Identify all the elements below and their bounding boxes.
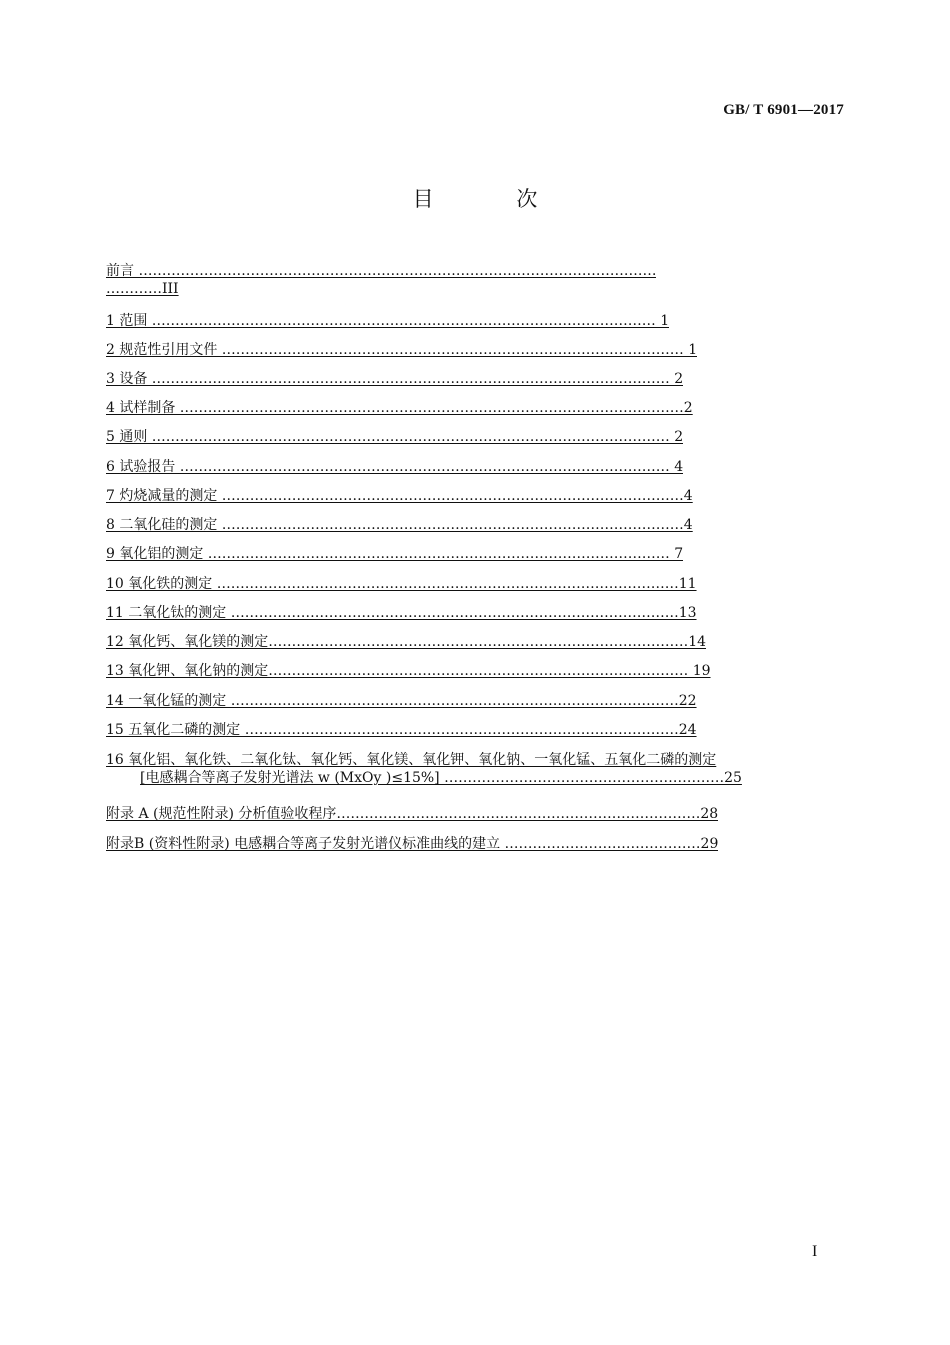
- toc-entry-10[interactable]: 10 氧化铁的测定 ………………………………………………………………………………………11: [106, 576, 697, 592]
- toc-entry-annex-b[interactable]: 附录B (资料性附录) 电感耦合等离子发射光谱仪标准曲线的建立 ……………………………………29: [106, 836, 719, 852]
- toc-entry-subtext: [电感耦合等离子发射光谱法 w (MxOy )≤15%] ……………………………………………………25: [140, 770, 742, 786]
- toc-entry-15[interactable]: 15 五氧化二磷的测定 …………………………………………………………………………………24: [106, 722, 697, 738]
- toc-entry-12[interactable]: 12 氧化钙、氧化镁的测定………………………………………………………………………………14: [106, 634, 707, 650]
- toc-entry-8[interactable]: 8 二氧化硅的测定 ………………………………………………………………………………………4: [106, 517, 693, 533]
- toc-entry-9[interactable]: 9 氧化铝的测定 ……………………………………………………………………………………… 7: [106, 546, 684, 562]
- toc-entry-2[interactable]: 2 规范性引用文件 ……………………………………………………………………………………… 1: [106, 342, 698, 358]
- toc-entry-3[interactable]: 3 设备 ………………………………………………………………………………………………… 2: [106, 371, 684, 387]
- toc-entry-13[interactable]: 13 氧化钾、氧化钠的测定……………………………………………………………………………… 19: [106, 663, 711, 679]
- toc-entry-text: 16 氧化铝、氧化铁、二氧化钛、氧化钙、氧化镁、氧化钾、氧化钠、一氧化锰、五氧化二磷的测定: [106, 752, 717, 768]
- standard-code: GB/ T 6901—2017: [723, 102, 844, 118]
- toc-entry-11[interactable]: 11 二氧化钛的测定 ……………………………………………………………………………………13: [106, 605, 697, 621]
- toc-entry-text: 前言 …………………………………………………………………………………………………: [106, 263, 657, 279]
- toc-entry-foreword[interactable]: [106, 262, 656, 298]
- toc-entry-14[interactable]: 14 一氧化锰的测定 ……………………………………………………………………………………22: [106, 693, 697, 709]
- toc-entry-5[interactable]: 5 通则 ………………………………………………………………………………………………… 2: [106, 429, 684, 445]
- toc-entry-annex-a[interactable]: 附录 A (规范性附录) 分析值验收程序……………………………………………………………………28: [106, 806, 719, 822]
- toc-entry-1[interactable]: 1 范围 ……………………………………………………………………………………………… 1: [106, 313, 670, 329]
- toc-entry-6[interactable]: 6 试验报告 …………………………………………………………………………………………… 4: [106, 459, 684, 475]
- page-number: I: [812, 1243, 818, 1260]
- toc-entry-text: …………III: [106, 281, 179, 297]
- toc-entry-7[interactable]: 7 灼烧减量的测定 ………………………………………………………………………………………4: [106, 488, 693, 504]
- toc-entry-16[interactable]: [106, 751, 742, 787]
- page-title: 目 次: [412, 187, 576, 211]
- toc-entry-4[interactable]: 4 试样制备 ………………………………………………………………………………………………2: [106, 400, 693, 416]
